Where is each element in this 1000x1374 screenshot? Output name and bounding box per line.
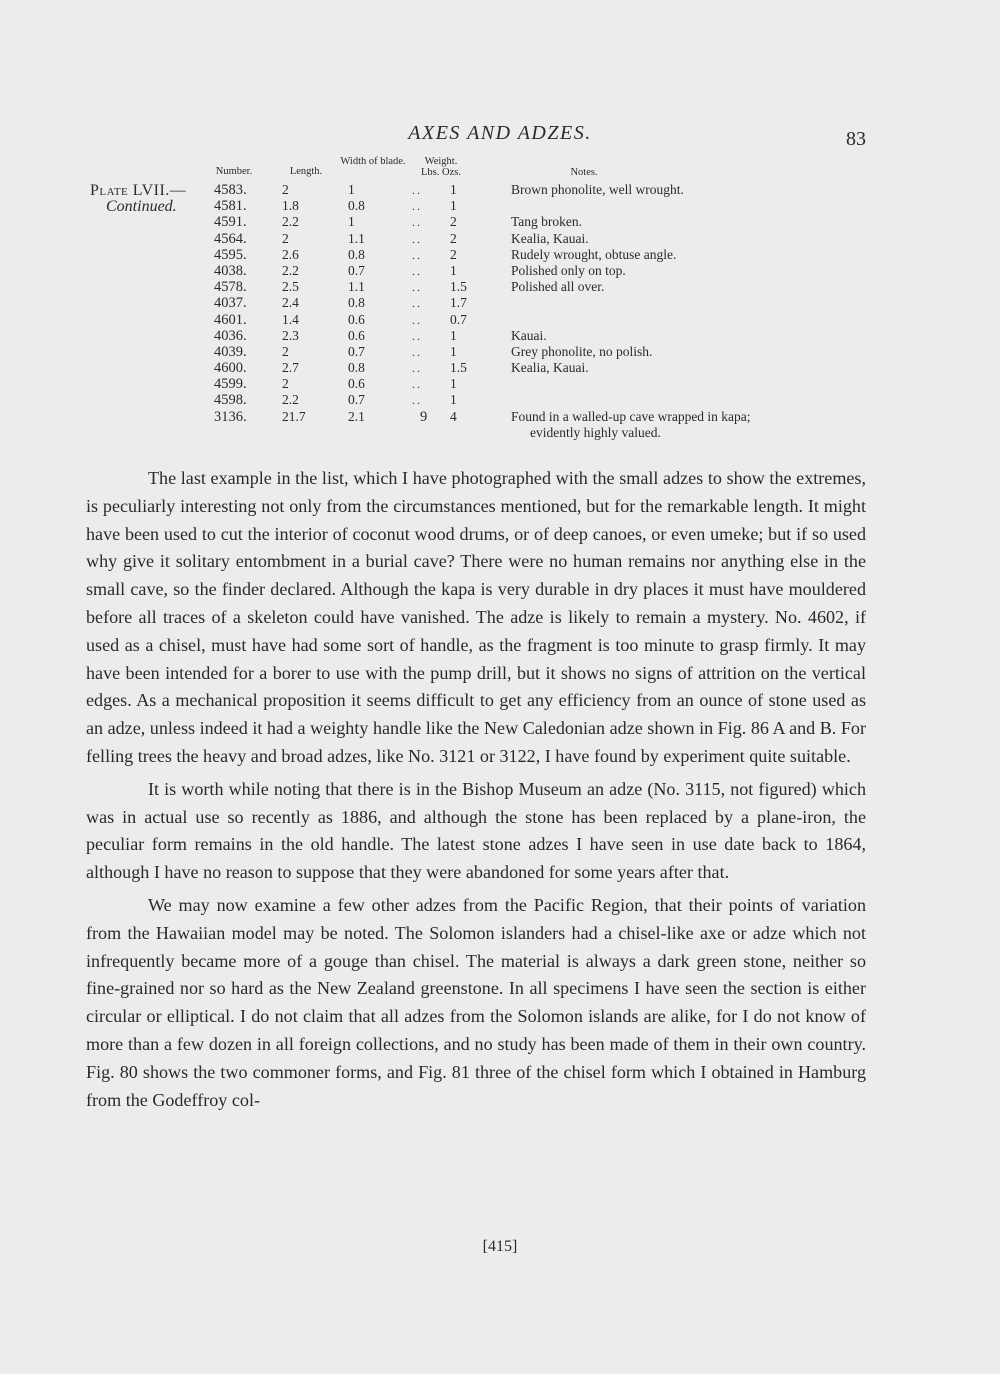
table-row [0,198,1000,214]
table-header [0,156,1000,182]
continued-label: Continued. [106,198,177,215]
width-cell: 0.6 [348,327,365,343]
ozs-cell: 1 [450,392,457,408]
number-cell: 4578. [214,279,247,296]
table-row [0,312,1000,328]
width-cell: 0.8 [348,360,365,376]
note-cell: Brown phonolite, well wrought. [511,182,684,197]
lbs-cell: .. [412,263,422,278]
width-cell: 0.6 [348,376,365,392]
length-cell: 2.5 [282,279,299,295]
number-cell: 4039. [214,343,247,360]
number-cell: 4564. [214,230,247,247]
number-cell: 4599. [214,376,247,393]
ozs-cell: 2 [450,230,457,246]
lbs-cell: .. [412,393,422,408]
signature-mark: [415] [482,1238,518,1255]
lbs-cell: .. [412,215,422,230]
length-cell: 2 [282,343,289,359]
number-cell: 3136. [214,408,247,425]
note-cell: Kauai. [511,327,547,343]
lbs-cell: .. [412,280,422,295]
weight-units-label: Lbs. Ozs. [421,167,461,178]
lbs-cell: .. [412,344,422,359]
ozs-cell: 1 [450,327,457,343]
number-cell: 4595. [214,246,247,263]
length-cell: 2.6 [282,246,299,262]
table-row [0,279,1000,295]
page-number: 83 [846,128,866,150]
ozs-cell: 2 [450,214,457,230]
ozs-cell: 2 [450,246,457,262]
number-cell: 4038. [214,262,247,279]
note-cell: Polished all over. [511,279,605,295]
ozs-cell: 1.5 [450,360,467,376]
note-cell: Found in a walled-up cave wrapped in kapa; [511,408,751,424]
width-cell: 0.7 [348,343,365,359]
paragraph: The last example in the list, which I have photographed with the small adzes to show the extremes, is peculiarly interesting not only from the circumstances mentioned, but for the remarkable length. It might have been used to cut the interior of coconut wood drums, or of deep canoes, or even umeke; but if so used why give it solitary entombment in a burial cave? There were no human remains nor anything else in the small cave, so the finder declared. Although the kapa is very durable in dry places it must have mouldered before all traces of a skeleton could have vanished. The adze is likely to remain a mystery. No. 4602, if used as a chisel, must have had some sort of handle, as the fragment is too minute to grasp firmly. It may have been intended for a borer to use with the pump drill, but it shows no signs of attrition on the vertical edges. As a mechanical proposition it seems difficult to get any efficiency from an ounce of stone used as an adze, unless indeed it had a weighty handle like the New Caledonian adze shown in Fig. 86 A and B. For felling trees the heavy and broad adzes, like No. 3121 or 3122, I have found by experiment quite suitable. [86,468,866,766]
table-row [0,392,1000,408]
body-text [86,465,866,1114]
width-cell: 2.1 [348,408,365,424]
lbs-cell: .. [412,377,422,392]
note-cell: Kealia, Kauai. [511,360,589,376]
paragraph: It is worth while noting that there is in the Bishop Museum an adze (No. 3115, not figured) which was in actual use so recently as 1886, and although the stone has been replaced by a plane-iron, the peculiar form remains in the old handle. The latest stone adzes I have seen in use date back to 1864, although I have no reason to suppose that they were abandoned for some years after that. [86,778,866,883]
ozs-cell: 1 [450,376,457,392]
ozs-cell: 1 [450,182,457,197]
table-row [0,408,1000,440]
length-cell: 2 [282,230,289,246]
length-cell: 2.4 [282,295,299,311]
table-row [0,376,1000,392]
lbs-cell: .. [412,361,422,376]
column-length-header: Length. [289,166,323,177]
table-row [0,247,1000,263]
table-row [0,295,1000,311]
length-cell: 21.7 [282,408,306,424]
weight-label: Weight. [424,156,458,167]
ozs-cell: 1.7 [450,295,467,311]
note-cell: Rudely wrought, obtuse angle. [511,246,677,262]
ozs-cell: 1.5 [450,279,467,295]
lbs-cell: .. [412,247,422,262]
length-cell: 2.2 [282,214,299,230]
number-cell: 4581. [214,198,247,215]
number-cell: 4600. [214,360,247,377]
width-cell: 1.1 [348,279,365,295]
plate-label-text: Plate LVII.— [90,182,187,199]
number-cell: 4037. [214,295,247,312]
number-cell: 4598. [214,392,247,409]
table-row [0,182,1000,198]
note-continuation-cell: evidently highly valued. [530,424,661,440]
length-cell: 2.3 [282,327,299,343]
table-row [0,263,1000,279]
table-row [0,344,1000,360]
width-cell: 0.7 [348,262,365,278]
note-cell: Tang broken. [511,214,583,230]
length-cell: 2 [282,182,289,197]
lbs-cell: .. [412,231,422,246]
ozs-cell: 4 [450,408,457,424]
width-cell: 0.6 [348,311,365,327]
ozs-cell: 0.7 [450,311,467,327]
width-cell: 1.1 [348,230,365,246]
length-cell: 1.8 [282,198,299,214]
number-cell: 4591. [214,214,247,231]
length-cell: 2.2 [282,262,299,278]
length-cell: 2 [282,376,289,392]
number-cell: 4036. [214,327,247,344]
running-title: AXES AND ADZES. [408,122,592,144]
lbs-cell: .. [412,183,422,197]
note-cell: Grey phonolite, no polish. [511,343,653,359]
number-cell: 4583. [214,182,247,198]
table-row [0,214,1000,230]
ozs-cell: 1 [450,198,457,214]
length-cell: 2.7 [282,360,299,376]
specimen-table [0,182,1000,440]
width-cell: 0.8 [348,246,365,262]
number-cell: 4601. [214,311,247,328]
length-cell: 1.4 [282,311,299,327]
width-cell: 0.8 [348,198,365,214]
table-row [0,360,1000,376]
width-cell: 1 [348,214,355,230]
table-row [0,231,1000,247]
ozs-cell: 1 [450,343,457,359]
lbs-cell: .. [412,312,422,327]
table-row [0,328,1000,344]
column-width-header: Width of blade. [340,156,406,167]
ozs-cell: 1 [450,262,457,278]
width-cell: 0.8 [348,295,365,311]
lbs-cell: 9 [420,408,428,425]
lbs-cell: .. [412,328,422,343]
column-notes-header: Notes. [570,167,598,178]
width-cell: 0.7 [348,392,365,408]
column-weight-header [408,156,474,178]
note-cell: Polished only on top. [511,262,626,278]
note-cell: Kealia, Kauai. [511,230,589,246]
width-cell: 1 [348,182,355,197]
lbs-cell: .. [412,199,422,214]
lbs-cell: .. [412,296,422,311]
length-cell: 2.2 [282,392,299,408]
column-number-header: Number. [215,166,253,177]
paragraph: We may now examine a few other adzes from the Pacific Region, that their points of variation from the Hawaiian model may be noted. The Solomon islanders had a chisel-like axe or adze which not infrequently became more of a gouge than chisel. The material is always a dark green stone, neither so fine-grained nor so hard as the New Zealand greenstone. In all specimens I have seen the section is either circular or elliptical. I do not claim that all adzes from the Solomon islands are alike, for I do not know of more than a few dozen in all foreign collections, and no study has been made of them in their own country. Fig. 80 shows the two commoner forms, and Fig. 81 three of the chisel form which I obtained in Hamburg from the Godeffroy col- [86,894,866,1110]
